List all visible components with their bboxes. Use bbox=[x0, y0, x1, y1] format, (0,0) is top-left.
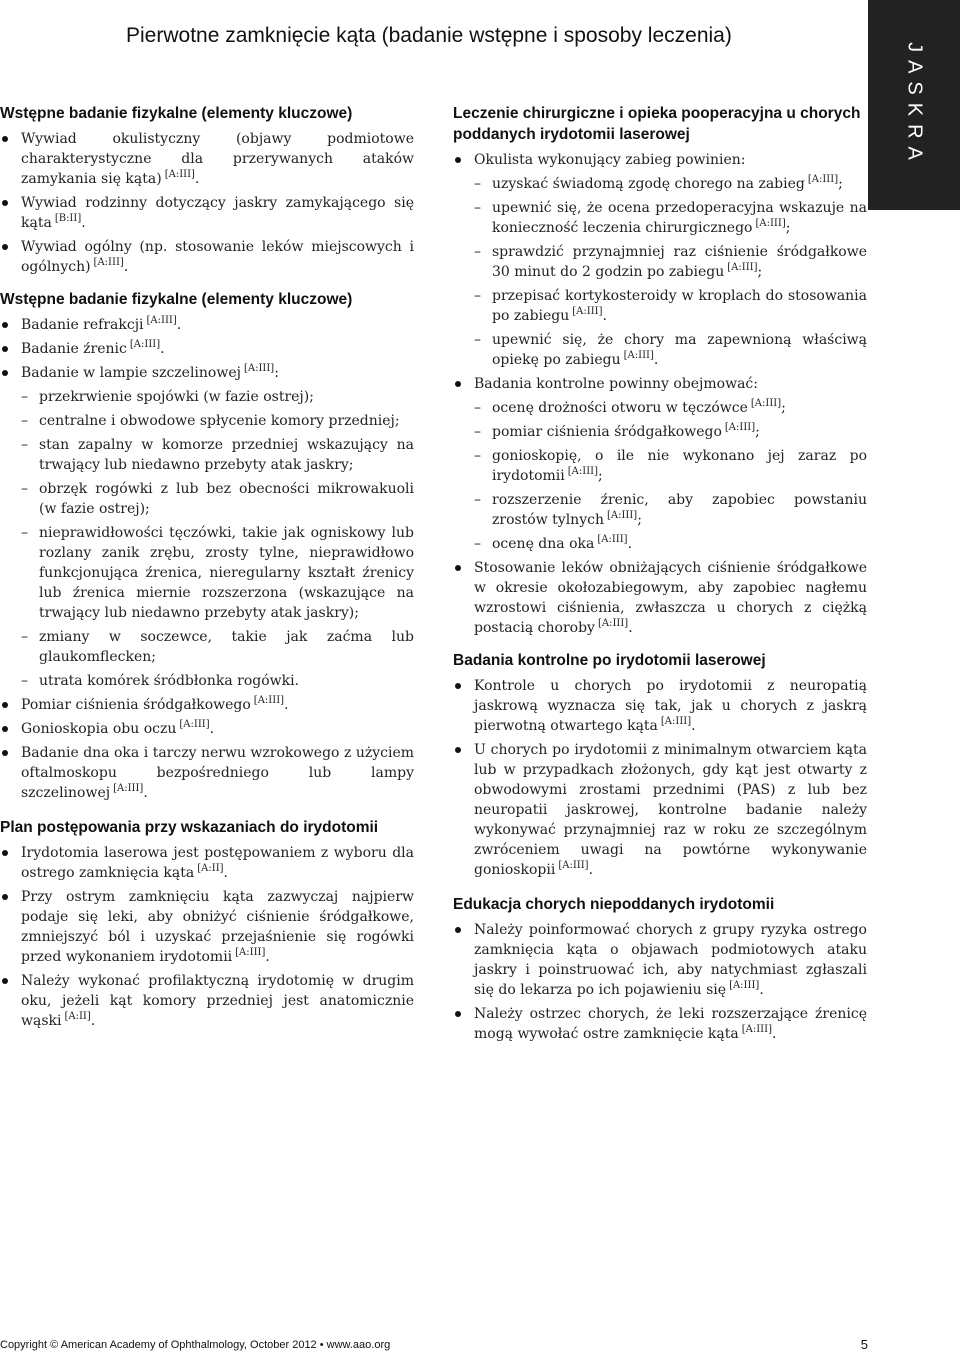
sub-list-item bbox=[474, 490, 867, 530]
sub-item-text: centralne i obwodowe spłycenie komory przedniej; bbox=[39, 413, 400, 429]
section-heading: Badania kontrolne po irydotomii laserowej bbox=[453, 652, 766, 669]
evidence-grade: [A:III] bbox=[93, 257, 124, 269]
item-punctuation: . bbox=[691, 718, 696, 734]
section-heading: Leczenie chirurgiczne i opieka pooperacyjna u chorych poddanych irydotomii laserowej bbox=[453, 105, 861, 143]
item-punctuation: . bbox=[123, 259, 129, 275]
evidence-grade: [A:III] bbox=[558, 860, 589, 872]
evidence-grade: [A:III] bbox=[660, 716, 692, 728]
evidence-grade: [A:III] bbox=[724, 422, 756, 434]
sub-list-item bbox=[21, 523, 414, 623]
item-text: Pomiar ciśnienia śródgałkowego bbox=[21, 697, 251, 713]
list-item bbox=[0, 719, 414, 739]
item-text: pomiar ciśnienia śródgałkowego bbox=[492, 424, 722, 440]
item-text: uzyskać świadomą zgodę chorego na zabieg bbox=[492, 176, 805, 192]
evidence-grade: [A:III] bbox=[179, 719, 210, 731]
evidence-grade: [A:III] bbox=[729, 980, 760, 992]
item-text: Okulista wykonujący zabieg powinien: bbox=[474, 152, 746, 168]
item-text: Gonioskopia obu oczu bbox=[21, 721, 177, 737]
item-punctuation: ; bbox=[757, 264, 763, 280]
page-number: 5 bbox=[860, 1337, 868, 1352]
evidence-grade: [A:III] bbox=[606, 510, 638, 522]
list-item bbox=[0, 339, 414, 359]
item-text: Należy poinformować chorych z grupy ryzyka ostrego zamknięcia kąta o objawach podmiotowych ataku jaskry i poinstruować ich, aby natychmiast zgłaszali się do lekarza po ich pojawieniu się bbox=[474, 922, 867, 998]
sub-item-text: zmiany w soczewce, takie jak zaćma lub glaukomflecken; bbox=[39, 629, 414, 665]
evidence-grade: [A:III] bbox=[164, 169, 195, 181]
evidence-grade: [A:III] bbox=[755, 218, 786, 230]
item-punctuation: . bbox=[160, 341, 165, 357]
dash-list bbox=[474, 174, 867, 370]
item-punctuation: ; bbox=[637, 512, 642, 528]
evidence-grade: [A:III] bbox=[597, 618, 629, 630]
item-punctuation: . bbox=[143, 785, 148, 801]
evidence-grade: [A:II] bbox=[64, 1011, 91, 1023]
item-punctuation: ; bbox=[785, 220, 791, 236]
evidence-grade: [B:II] bbox=[54, 213, 82, 225]
item-text: ocenę drożności otworu w tęczówce bbox=[492, 400, 748, 416]
bullet-list bbox=[0, 843, 414, 1031]
list-item bbox=[453, 1004, 867, 1044]
section bbox=[453, 103, 867, 638]
item-text: przepisać kortykosteroidy w kroplach do stosowania po zabiegu bbox=[492, 288, 867, 324]
item-text: U chorych po irydotomii z minimalnym otwarciem kąta lub w przypadkach złożonych, gdy kąt jest otwarty z obwodowymi zrostami przednimi (PAS) z lub bez neuropatii jaskrowej, kontrolne badanie należy wykonywać przynajmniej raz w roku ze szczególnym zwróceniem uwagi na powtórne wykonywanie gonioskopii bbox=[474, 742, 867, 878]
sub-list-item bbox=[21, 671, 414, 691]
section bbox=[0, 103, 414, 277]
item-text: sprawdzić przynajmniej raz ciśnienie śródgałkowe 30 minut do 2 godzin po zabiegu bbox=[492, 244, 867, 280]
item-text: Wywiad ogólny (np. stosowanie leków miejscowych i ogólnych) bbox=[21, 239, 414, 275]
evidence-grade: [A:III] bbox=[146, 315, 177, 327]
section bbox=[453, 894, 867, 1044]
item-text: Badanie w lampie szczelinowej bbox=[21, 365, 241, 381]
sub-list-item bbox=[21, 627, 414, 667]
section-heading: Wstępne badanie fizykalne (elementy kluczowe) bbox=[0, 105, 353, 122]
item-text: upewnić się, że chory ma zapewnioną właściwą opiekę po zabiegu bbox=[492, 332, 867, 368]
item-text: Wywiad okulistyczny (objawy podmiotowe charakterystyczne dla przerywanych ataków zamykania się kąta) bbox=[21, 131, 414, 187]
item-punctuation: . bbox=[223, 865, 228, 881]
item-punctuation: ; bbox=[781, 400, 786, 416]
item-text: Badanie refrakcji bbox=[21, 317, 144, 333]
list-item bbox=[0, 193, 414, 233]
item-punctuation: . bbox=[628, 620, 633, 636]
evidence-grade: [A:III] bbox=[113, 783, 144, 795]
item-text: gonioskopię, o ile nie wykonano jej zaraz po irydotomii bbox=[492, 448, 867, 484]
sub-list-item bbox=[21, 411, 414, 431]
list-item bbox=[453, 374, 867, 554]
evidence-grade: [A:III] bbox=[235, 947, 266, 959]
evidence-grade: [A:III] bbox=[727, 262, 758, 274]
bullet-list bbox=[453, 920, 867, 1044]
item-punctuation: ; bbox=[598, 468, 603, 484]
evidence-grade: [A:III] bbox=[807, 174, 839, 186]
section bbox=[0, 289, 414, 803]
list-item bbox=[0, 743, 414, 803]
list-item bbox=[0, 363, 414, 691]
evidence-grade: [A:III] bbox=[750, 398, 782, 410]
list-item bbox=[0, 695, 414, 715]
sub-list-item bbox=[474, 174, 867, 194]
item-text: Stosowanie leków obniżających ciśnienie śródgałkowe w okresie okołozabiegowym, aby zapobiec nagłemu wzrostowi ciśnienia, zwłaszcza u chorych z ciężką postacią choroby bbox=[474, 560, 867, 636]
item-punctuation: . bbox=[771, 1026, 777, 1042]
evidence-grade: [A:III] bbox=[623, 350, 654, 362]
item-punctuation: . bbox=[176, 317, 182, 333]
sub-list-item bbox=[474, 422, 867, 442]
item-text: Badania kontrolne powinny obejmować: bbox=[474, 376, 758, 392]
dash-list bbox=[21, 387, 414, 691]
sub-list-item bbox=[474, 242, 867, 282]
bullet-list bbox=[453, 676, 867, 880]
list-item bbox=[0, 887, 414, 967]
item-punctuation: . bbox=[194, 171, 200, 187]
dash-list bbox=[474, 398, 867, 554]
bullet-list bbox=[0, 129, 414, 277]
list-item bbox=[0, 971, 414, 1031]
item-text: Należy ostrzec chorych, że leki rozszerzające źrenicę mogą wywołać ostre zamknięcie kąta bbox=[474, 1006, 867, 1042]
item-punctuation: . bbox=[284, 697, 289, 713]
copyright-text: Copyright © American Academy of Ophthalmology, October 2012 • www.aao.org bbox=[0, 1339, 391, 1351]
item-text: Wywiad rodzinny dotyczący jaskry zamykającego się kąta bbox=[21, 195, 414, 231]
item-punctuation: . bbox=[588, 862, 594, 878]
evidence-grade: [A:II] bbox=[197, 863, 224, 875]
page-title: Pierwotne zamknięcie kąta (badanie wstępne i sposoby leczenia) bbox=[126, 24, 732, 47]
item-text: Kontrole u chorych po irydotomii z neuropatią jaskrową wyznacza się tak, jak u chorych z jaskrą pierwotną otwartego kąta bbox=[474, 678, 867, 734]
sub-list-item bbox=[21, 387, 414, 407]
item-punctuation: : bbox=[274, 365, 279, 381]
sub-item-text: stan zapalny w komorze przedniej wskazujący na trwający lub niedawno przebyty atak jaskry; bbox=[39, 437, 414, 473]
evidence-grade: [A:III] bbox=[597, 534, 628, 546]
sub-item-text: utrata komórek śródbłonka rogówki. bbox=[39, 673, 300, 689]
side-tab-label: JASKRA bbox=[903, 42, 926, 168]
list-item bbox=[453, 150, 867, 370]
list-item bbox=[453, 920, 867, 1000]
sub-item-text: obrzęk rogówki z lub bez obecności mikrowakuoli (w fazie ostrej); bbox=[39, 481, 414, 517]
item-text: rozszerzenie źrenic, aby zapobiec powstaniu zrostów tylnych bbox=[492, 492, 867, 528]
list-item bbox=[0, 843, 414, 883]
sub-list-item bbox=[474, 398, 867, 418]
item-text: Przy ostrym zamknięciu kąta zazwyczaj najpierw podaje się leki, aby obniżyć ciśnienie śródgałkowe, zmniejszyć ból i uzyskać przejaśnienie się rogówki przed wykonaniem irydotomii bbox=[21, 889, 414, 965]
item-text: Badanie dna oka i tarczy nerwu wzrokowego z użyciem oftalmoskopu bezpośredniego lub lampy szczelinowej bbox=[21, 745, 414, 801]
sub-item-text: nieprawidłowości tęczówki, takie jak ogniskowy lub rozlany zanik zrębu, zrosty tylne, nieprawidłowo funkcjonująca źrenica, nieregularny kształt źrenicy lub źrenica miernie rozszerzona (wskazujące na trwający lub niedawno przebyty atak jaskry); bbox=[39, 525, 414, 621]
item-text: Irydotomia laserowa jest postępowaniem z wyboru dla ostrego zamknięcia kąta bbox=[21, 845, 414, 881]
sub-list-item bbox=[474, 330, 867, 370]
list-item bbox=[0, 237, 414, 277]
sub-list-item bbox=[21, 479, 414, 519]
sub-list-item bbox=[21, 435, 414, 475]
item-punctuation: . bbox=[209, 721, 215, 737]
section-heading: Wstępne badanie fizykalne (elementy kluczowe) bbox=[0, 291, 353, 308]
item-punctuation: ; bbox=[755, 424, 760, 440]
list-item bbox=[0, 315, 414, 335]
sub-list-item bbox=[474, 534, 867, 554]
bullet-list bbox=[453, 150, 867, 638]
left-column bbox=[0, 103, 414, 1035]
section bbox=[453, 650, 867, 880]
sub-list-item bbox=[474, 286, 867, 326]
section-heading: Plan postępowania przy wskazaniach do irydotomii bbox=[0, 819, 379, 836]
evidence-grade: [A:III] bbox=[129, 339, 161, 351]
list-item bbox=[453, 676, 867, 736]
item-punctuation: ; bbox=[838, 176, 843, 192]
item-punctuation: . bbox=[265, 949, 270, 965]
evidence-grade: [A:III] bbox=[572, 306, 603, 318]
item-text: Badanie źrenic bbox=[21, 341, 127, 357]
right-column bbox=[453, 103, 867, 1048]
list-item bbox=[453, 558, 867, 638]
item-punctuation: . bbox=[653, 352, 659, 368]
bullet-list bbox=[0, 315, 414, 803]
item-punctuation: . bbox=[90, 1013, 96, 1029]
item-text: upewnić się, że ocena przedoperacyjna wskazuje na konieczność leczenia chirurgicznego bbox=[492, 200, 867, 236]
sub-item-text: przekrwienie spojówki (w fazie ostrej); bbox=[39, 389, 314, 405]
section bbox=[0, 817, 414, 1031]
evidence-grade: [A:III] bbox=[253, 695, 285, 707]
item-text: ocenę dna oka bbox=[492, 536, 595, 552]
item-punctuation: . bbox=[602, 308, 607, 324]
evidence-grade: [A:III] bbox=[567, 466, 599, 478]
section-heading: Edukacja chorych niepoddanych irydotomii bbox=[453, 896, 775, 913]
footer bbox=[0, 1339, 868, 1351]
sub-list-item bbox=[474, 446, 867, 486]
item-punctuation: . bbox=[627, 536, 633, 552]
list-item bbox=[453, 740, 867, 880]
evidence-grade: [A:III] bbox=[243, 363, 275, 375]
item-punctuation: . bbox=[81, 215, 86, 231]
side-tab bbox=[868, 0, 960, 210]
list-item bbox=[0, 129, 414, 189]
item-punctuation: . bbox=[759, 982, 764, 998]
item-text: Należy wykonać profilaktyczną irydotomię w drugim oku, jeżeli kąt komory przedniej jest anatomicznie wąski bbox=[21, 973, 414, 1029]
sub-list-item bbox=[474, 198, 867, 238]
evidence-grade: [A:III] bbox=[741, 1024, 772, 1036]
